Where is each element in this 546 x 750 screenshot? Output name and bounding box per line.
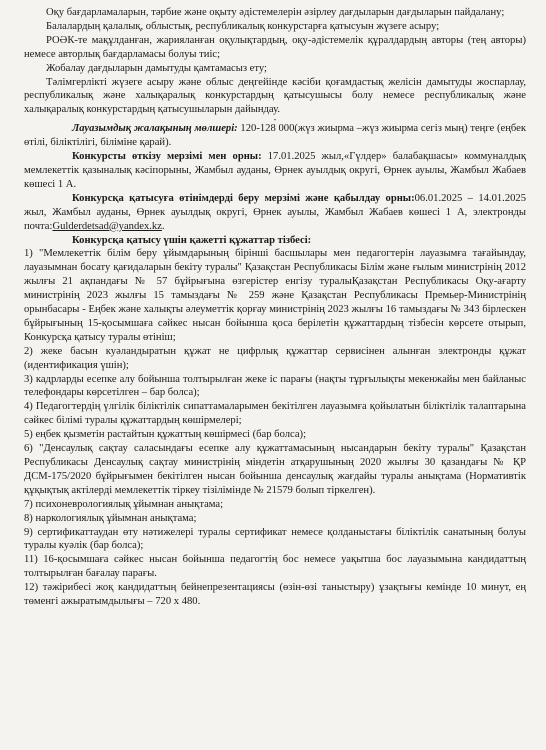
docs-end: .	[161, 220, 165, 232]
list-item: 9) сертификаттаудан өту нәтижелері туралы сертификат немесе қолданыстағы біліктілік санатының болуы туралы куәлік (бар болса);	[24, 526, 526, 552]
salary-text: 120-128 000(жүз жиырма –жүз жиырма сегіз мың) теңге (еңбек өтілі, біліктілігі, біліміне қарай).	[24, 123, 526, 149]
docs-paragraph	[24, 192, 526, 234]
requirement-paragraph-4: Жобалау дағдыларын дамытуды қамтамасыз ету;	[46, 62, 267, 74]
requirement-paragraph-1: Оқу бағдарламаларын, тәрбие және оқыту әдістемелерін әзірлеу дағдыларын дағдыларын пайдалану;	[46, 7, 505, 18]
requirement-paragraph-5: Тәлімгерлікті жүзеге асыру және облыс деңгейінде кәсіби қоғамдастық желісін дамытуды жоспарлау, республикалық және халықаралық конкурстардың қатысушысы болу немесе республикалық және халықаралық конкурстардың қатысушыларын дайындау.	[24, 76, 526, 116]
salary-label: Лауазымдық жалақының мөлшері:	[72, 123, 238, 135]
list-item: 2) жеке басын куәландыратын құжат не цифрлық құжаттар сервисінен алынған электронды құжат (идентификация үшін);	[24, 345, 526, 371]
place-label: Конкурсты өткізу мерзімі мен орны:	[72, 151, 262, 163]
place-paragraph	[24, 150, 526, 192]
list-item: 11) 16-қосымшаға сәйкес нысан бойынша педагогтің бос немесе уақытша бос лауазымына кандидаттың толтырылған бағалау парағы.	[24, 554, 526, 580]
salary-paragraph	[24, 122, 526, 150]
list-item: 1) "Мемлекеттік білім беру ұйымдарының бірінші басшылары мен педагогтерін лауазымға тағайындау, лауазымнан босату қағидаларын бекіту туралы" Қазақстан Республикасы Білім және ғылым министрінің 2012 жылғы 21 ақпандағы № 57 бұйрығына өзгерістер енгізу туралыҚазақстан Республикасы Оқу-ағарту министрінің 2023 жылғы 15 тамыздағы № 259 және Қазақстан Республикасы Премьер-Министрінің орынбасары - Еңбек және халықты әлеуметтік қорғау министрінің 2023 жылғы 16 тамыздағы № 343 бірлескен бұйрығының 15-қосымшаға сәйкес нысан бойынша қоса берілетін құжаттардың тізбесін көрсете отырып, Конкурсқа қатысу туралы өтініш;	[24, 248, 526, 343]
list-item: 4) Педагогтердің үлгілік біліктілік сипаттамаларымен бекітілген лауазымға қойылатын біліктілік талаптарына сәйкес білімі туралы құжаттардың көшірмелері;	[24, 401, 526, 427]
list-item: 6) "Денсаулық сақтау саласындағы есепке алу құжаттамасының нысандарын бекіту туралы" Қазақстан Республикасы Денсаулық сақтау министрінің міндетін атқарушының 2020 жылғы 30 қазандағы № ҚР ДСМ-175/2020 бұйрығымен бекітілген нысан бойынша денсаулық жағдайы туралы анықтама (Нормативтік құқықтық актілерді мемлекеттік тіркеу тізілімінде № 21579 болып тіркелген).	[24, 443, 526, 496]
divider-mark: -	[273, 115, 277, 125]
list-item: 5) еңбек қызметін растайтын құжаттың көшірмесі (бар болса);	[24, 429, 307, 441]
requirement-paragraph-2: Балалардың қалалық, облыстық, республикалық конкурстарға қатысуын жүзеге асыру;	[46, 20, 440, 32]
list-item: 3) кадрларды есепке алу бойынша толтырылған жеке іс парағы (нақты тұрғылықты мекенжайы мен байланыс телефондары көрсетілген – бар болса);	[24, 373, 526, 399]
list-item: 7) психоневрологиялық ұйымнан анықтама;	[24, 498, 224, 510]
docs-label: Конкурсқа қатысуға өтінімдерді беру мерзімі және қабылдау орны:	[72, 192, 415, 204]
requirement-paragraph-3: РОӘК-те мақұлданған, жарияланған оқулықтардың, оқу-әдістемелік құралдардың авторы (тең авторы) немесе авторлық бағдарламасы болуы тиіс;	[24, 34, 526, 60]
place-text: 17.01.2025 жыл,«Гүлдер» балабақшасы» коммуналдық мемлекеттік қазыналық кәсіпорыны, Жамбыл ауданы, Өрнек ауылдық округі, Өрнек ауылы, Жамбыл Жабаев көшесі 1 А.	[24, 151, 527, 190]
list-item: 8) наркологиялық ұйымнан анықтама;	[24, 512, 197, 524]
email-link[interactable]: Gulderdetsad@yandex.kz	[52, 220, 162, 232]
list-item: 12) тәжірибесі жоқ кандидаттың бейнепрезентациясы (өзін-өзі таныстыру) ұзақтығы кемінде 10 минут, ең төменгі ажыратымдылығы – 720 x 480.	[24, 582, 526, 608]
list-title: Конкурсқа қатысу үшін қажетті құжаттар тізбесі:	[72, 234, 312, 246]
docs-text: 06.01.2025 – 14.01.2025 жыл, Жамбыл ауданы, Өрнек ауылдық округі, Өрнек ауылы, Жамбыл Жабаев көшесі 1 А, электронды почта:	[24, 192, 527, 232]
